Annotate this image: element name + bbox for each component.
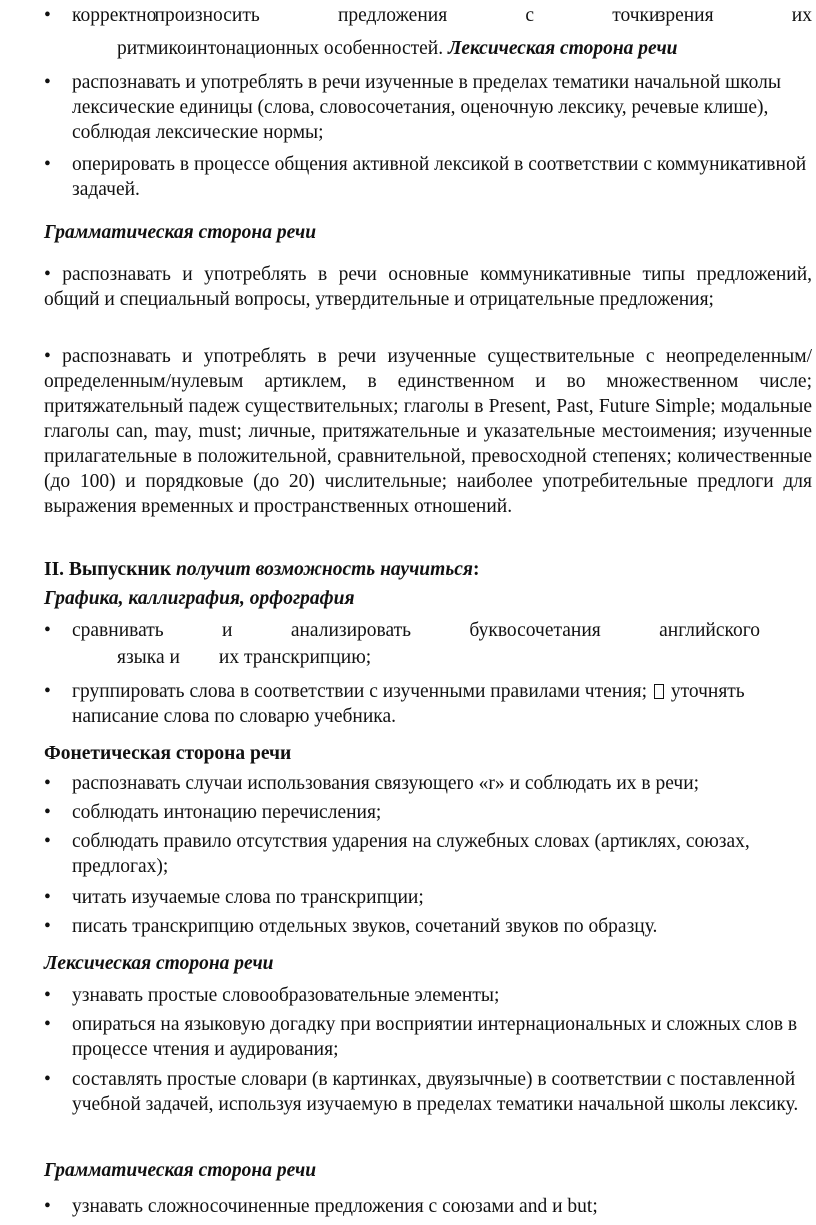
section-heading: Фонетическая сторона речи [44,743,292,764]
list-item: • сравнивать и анализировать буквосочетания английского [44,620,760,641]
list-item: • опираться на языковую догадку при восприятии интернациональных и сложных слов в процессе чтения и аудирования; [44,1014,798,1060]
list-item: • писать транскрипцию отдельных звуков, сочетаний звуков по образцу. [44,916,658,937]
section-heading: Лексическая сторона речи [448,38,678,59]
list-item: • узнавать сложносочиненные предложения с союзами and и but; [44,1196,598,1217]
list-item: • распознавать и употреблять в речи основные коммуникативные типы предложений, общий и специальный вопросы, утвердительные и отрицательные предложения; [44,264,813,310]
list-item: • группировать слова в соответствии с изученными правилами чтения; уточнять написание слова по словарю учебника. [44,681,745,727]
list-item: • соблюдать правило отсутствия ударения на служебных словах (артиклях, союзах, предлогах); [44,831,750,877]
list-item: • узнавать простые словообразовательные элементы; [44,985,500,1006]
list-item-line: корректно произносить предложения с точки зрения их [72,5,812,26]
list-item: • соблюдать интонацию перечисления; [44,802,382,823]
list-item: • оперировать в процессе общения активной лексикой в соответствии с коммуникативной задачей. [44,154,807,200]
list-item: • распознавать и употреблять в речи изученные существительные с неопределенным/определенным/нулевым артиклем, в единственном и во множественном числе; притяжательный падеж существительных; глаголы в Present, Past, Future Simple; модальные глаголы can, may, must; личные, притяжательные и указательные местоимения; изученные прилагательные в положительной, сравнительной, превосходной степенях; количественные (до 100) и порядковые (до 20) числительные; наиболее употребительные предлоги для выражения временных и пространственных отношений. [44,346,812,517]
section-heading: Графика, каллиграфия, орфография [44,588,355,609]
list-item [44,3,812,28]
list-item: • распознавать и употреблять в речи изученные в пределах тематики начальной школы лексические единицы (слова, словосочетания, оценочную лексику, речевые клише), соблюдая лексические нормы; [44,72,781,143]
list-item-continuation: языка и их транскрипцию; [117,647,372,668]
list-item: • распознавать случаи использования связующего «r» и соблюдать их в речи; [44,773,700,794]
section-heading: Грамматическая сторона речи [44,222,317,243]
list-item: • читать изучаемые слова по транскрипции; [44,887,424,908]
list-item: • составлять простые словари (в картинках, двуязычные) в соответствии с поставленной учебной задачей, используя изучаемую в пределах тематики начальной школы лексику. [44,1069,799,1115]
section-heading: Лексическая сторона речи [44,953,274,974]
section-title: II. Выпускник получит возможность научиться: [44,559,480,580]
placeholder-box-icon [654,684,664,699]
section-heading: Грамматическая сторона речи [44,1160,317,1181]
bullet-mark: • [44,5,51,26]
list-item-continuation: ритмикоинтонационных особенностей. Лексическая сторона речи [117,38,678,59]
